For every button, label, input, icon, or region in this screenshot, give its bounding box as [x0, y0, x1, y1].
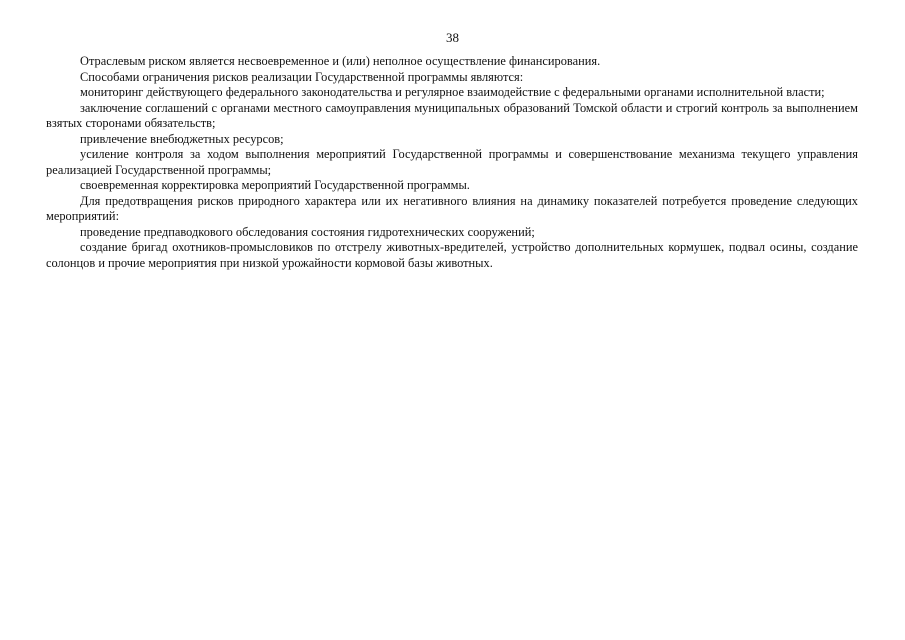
paragraph-legislation-monitoring: мониторинг действующего федерального законодательства и регулярное взаимодействие с федеральными органами исполнительной власти;: [80, 85, 825, 99]
paragraph-extrabudgetary-resources: привлечение внебюджетных ресурсов;: [80, 131, 284, 146]
paragraph-hunter-brigades: создание бригад охотников-промысловиков по отстрелу животных-вредителей, устройство дополнительных кормушек, подвал осины, создание солонцов и прочие мероприятия при низкой урожайности кормовой базы животных.: [46, 240, 858, 270]
paragraph-control-strengthening: усиление контроля за ходом выполнения мероприятий Государственной программы и совершенствование механизма текущего управления реализацией Государственной программы;: [46, 147, 858, 177]
paragraph-timely-adjustment: своевременная корректировка мероприятий Государственной программы.: [80, 178, 470, 192]
paragraph-sectoral-risk: Отраслевым риском является несвоевременное и (или) неполное осуществление финансирования.: [80, 54, 601, 68]
paragraph-hydraulic-inspection: проведение предпаводкового обследования состояния гидротехнических сооружений;: [80, 224, 535, 239]
paragraph-natural-risks-intro: Для предотвращения рисков природного характера или их негативного влияния на динамику показателей потребуется проведение следующих мероприятий:: [46, 193, 858, 223]
body-text: [46, 54, 858, 271]
paragraph-agreements: заключение соглашений с органами местного самоуправления муниципальных образований Томской области и строгий контроль за выполнением взятых сторонами обязательств;: [46, 100, 858, 130]
paragraph-risk-mitigation-intro: Способами ограничения рисков реализации Государственной программы являются:: [80, 69, 524, 84]
page-number: 38: [446, 30, 459, 45]
